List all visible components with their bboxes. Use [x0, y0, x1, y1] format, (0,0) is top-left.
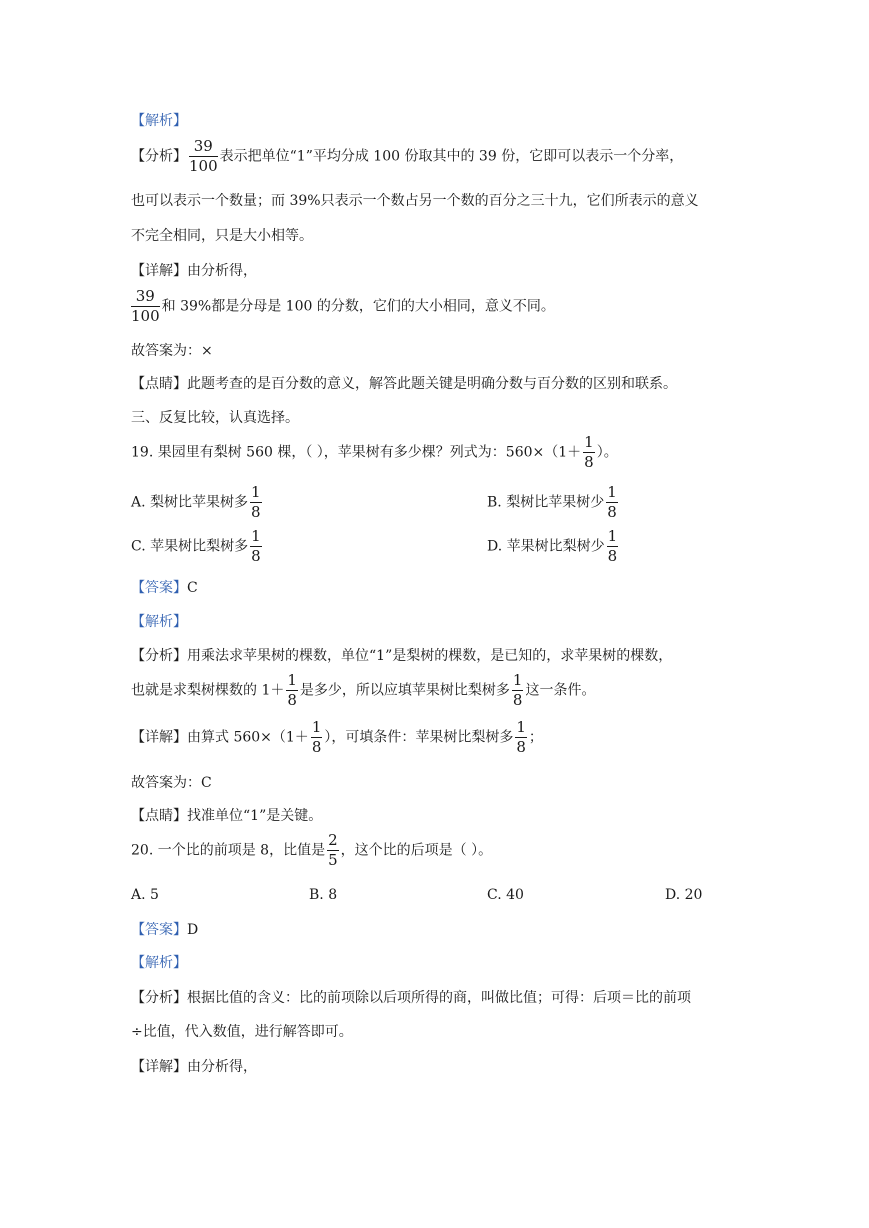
fraction: $\frac{1}{8}$	[584, 433, 594, 471]
detail-line: 【详解】由算式 560×（1＋ $\frac{1}{8}$ ），可填条件：苹果树比梨树多 $\frac{1}{8}$ ；	[131, 718, 543, 756]
analysis-text: 表示把单位“1”平均分成 100 份取其中的 39 份，它即可以表示一个分率，	[219, 148, 684, 165]
analysis-text-line: ÷比值，代入数值，进行解答即可。	[131, 1024, 353, 1040]
detail-heading: 【详解】由分析得，	[131, 263, 257, 279]
option-d: D. 苹果树比梨树少 $\frac{1}{8}$	[487, 527, 618, 565]
fraction: $\frac{1}{8}$	[287, 671, 297, 709]
answer-heading	[131, 578, 198, 598]
fraction: $\frac{1}{8}$	[512, 671, 523, 709]
fraction: $\frac{1}{8}$	[251, 483, 261, 521]
option-b: B. 8	[309, 887, 338, 903]
analysis-label: 【分析】	[131, 148, 187, 165]
option-a: A. 梨树比苹果树多 $\frac{1}{8}$	[131, 483, 261, 521]
fraction: $\frac{39}{100}$	[189, 137, 218, 175]
fraction: $\frac{2}{5}$	[328, 831, 338, 869]
analysis-text-line: 也可以表示一个数量；而 39%只表示一个数占另一个数的百分之三十九，它们所表示的意义	[131, 193, 699, 209]
answer-label: 【答案】	[131, 922, 187, 938]
answer-line: 故答案为：×	[131, 343, 213, 359]
remark-line: 【点睛】找准单位“1”是关键。	[131, 808, 323, 824]
fraction: $\frac{39}{100}$	[131, 287, 160, 325]
option-b: B. 梨树比苹果树少 $\frac{1}{8}$	[487, 483, 617, 521]
analysis-text-line: 【分析】根据比值的含义：比的前项除以后项所得的商，叫做比值；可得：后项＝比的前项	[131, 990, 691, 1006]
section-heading: 三、反复比较，认真选择。	[131, 410, 299, 426]
option-c: C. 苹果树比梨树多 $\frac{1}{8}$	[131, 527, 261, 565]
option-a: A. 5	[131, 887, 159, 903]
answer-heading	[131, 920, 198, 940]
analysis-text-line: 【分析】用乘法求苹果树的棵数，单位“1”是梨树的棵数，是已知的，求苹果树的棵数，	[131, 648, 673, 664]
answer-label: 【答案】	[131, 580, 187, 596]
fraction: $\frac{1}{8}$	[251, 527, 261, 565]
conclusion-text: 和 39%都是分母是 100 的分数，它们的大小相同，意义不同。	[161, 298, 555, 315]
fraction: $\frac{1}{8}$	[607, 483, 617, 521]
analysis-heading: 【解析】	[131, 113, 187, 129]
analysis-heading: 【解析】	[131, 955, 187, 971]
detail-heading: 【详解】由分析得，	[131, 1059, 257, 1075]
analysis-paragraph	[131, 139, 683, 174]
fraction: $\frac{1}{8}$	[607, 527, 618, 565]
answer-line: 故答案为：C	[131, 775, 212, 791]
option-c: C. 40	[487, 887, 524, 903]
conclusion-line	[131, 289, 555, 324]
analysis-text-line: 也就是求梨树棵数的 1＋ $\frac{1}{8}$ 是多少，所以应填苹果树比梨树多 $\frac{1}{8}$ 这一条件。	[131, 671, 596, 709]
answer-value: C	[187, 580, 198, 596]
question-19-stem: 19. 果园里有梨树 560 棵，（ ），苹果树有多少棵？列式为：560×（1＋ $\frac{1}{8}$ ）。	[131, 433, 618, 471]
analysis-text-line: 不完全相同，只是大小相等。	[131, 228, 313, 244]
remark-line: 【点睛】此题考查的是百分数的意义，解答此题关键是明确分数与百分数的区别和联系。	[131, 376, 677, 392]
option-d: D. 20	[665, 887, 703, 903]
fraction: $\frac{1}{8}$	[311, 718, 322, 756]
fraction: $\frac{1}{8}$	[516, 718, 526, 756]
analysis-heading: 【解析】	[131, 614, 187, 630]
answer-value: D	[187, 922, 199, 938]
question-20-stem: 20. 一个比的前项是 8，比值是 $\frac{2}{5}$ ，这个比的后项是（ ）。	[131, 831, 493, 869]
